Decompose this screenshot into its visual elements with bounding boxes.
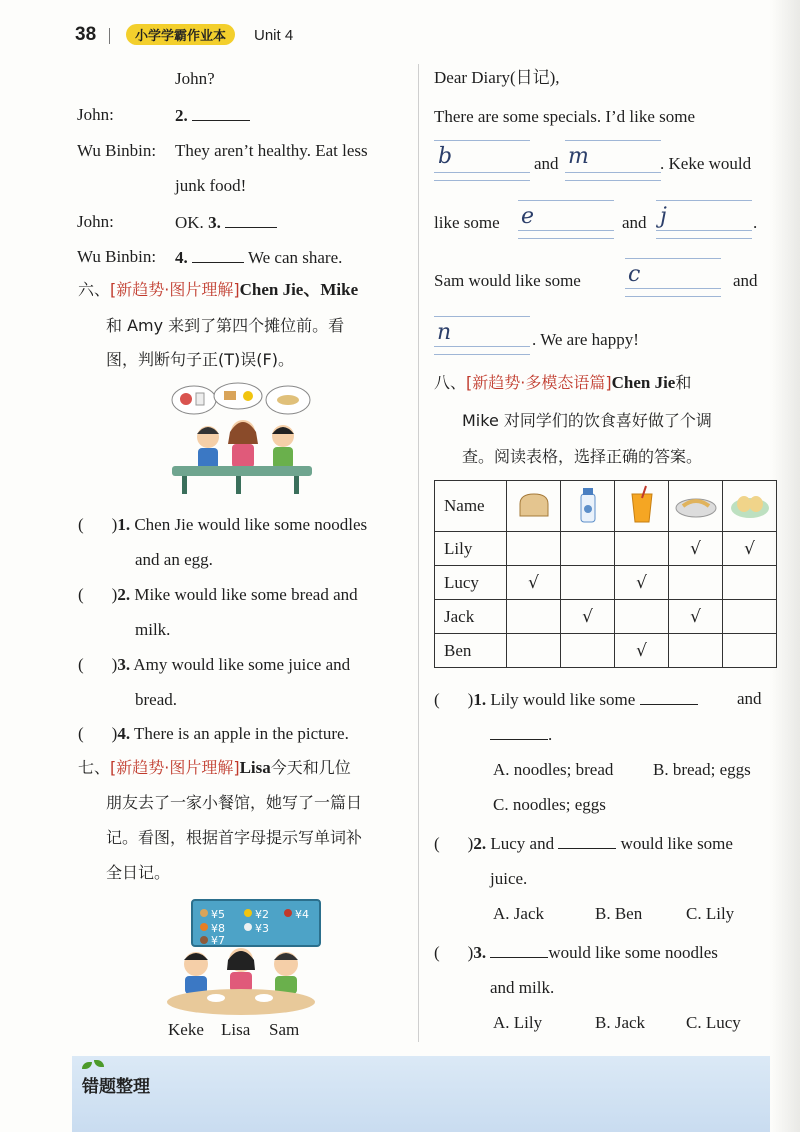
dialogue-blank-2: 2. xyxy=(175,104,250,127)
mc-question-2: ( )2. Lucy and would like some xyxy=(434,834,733,853)
menu-price: ¥5 xyxy=(211,908,225,921)
handwriting-blank[interactable] xyxy=(565,172,661,173)
speaker-john: John: xyxy=(77,212,114,231)
check-cell: √ xyxy=(615,566,669,600)
handwriting-blank[interactable] xyxy=(434,172,530,173)
check-cell xyxy=(669,634,723,668)
book-title-badge: 小学学霸作业本 xyxy=(126,24,235,45)
check-cell xyxy=(507,634,561,668)
option-a[interactable]: A. Lily xyxy=(493,1013,543,1032)
check-cell: √ xyxy=(615,634,669,668)
answer-blank[interactable] xyxy=(192,246,244,263)
check-cell: √ xyxy=(669,600,723,634)
menu-price: ¥7 xyxy=(211,934,225,947)
restaurant-illustration xyxy=(156,898,326,1016)
answer-blank[interactable] xyxy=(640,688,698,705)
menu-price: ¥8 xyxy=(211,922,225,935)
name-sam: Sam xyxy=(269,1020,300,1039)
error-notes-label: 错题整理 xyxy=(82,1077,150,1097)
error-notes-area xyxy=(72,1056,770,1132)
check-cell: √ xyxy=(507,566,561,600)
check-cell xyxy=(615,532,669,566)
juice-icon xyxy=(615,481,669,532)
menu-price: ¥2 xyxy=(255,908,269,921)
check-cell xyxy=(669,566,723,600)
name-keke: Keke xyxy=(168,1020,204,1039)
dialogue-blank-4: 4. We can share. xyxy=(175,248,343,267)
column-divider xyxy=(418,64,419,1042)
handwritten-letter-b: b xyxy=(438,144,453,169)
eggs-icon xyxy=(723,481,777,532)
check-cell xyxy=(507,600,561,634)
section7-instructions: 全日记。 xyxy=(106,863,171,882)
section8-heading: 八、[新趋势·多模态语篇]Chen Jie和 xyxy=(434,373,692,392)
food-preference-table xyxy=(434,480,777,668)
table-row xyxy=(435,600,777,634)
mc-question-1-cont: . xyxy=(490,723,552,746)
check-cell: √ xyxy=(669,532,723,566)
mc-question-1-and: and xyxy=(737,689,762,708)
menu-milk-icon xyxy=(244,923,252,931)
answer-blank[interactable] xyxy=(490,941,548,958)
menu-noodles-icon xyxy=(200,923,208,931)
speaker-wubinbin: Wu Binbin: xyxy=(77,141,157,160)
handwritten-letter-m: m xyxy=(568,144,589,169)
answer-blank[interactable] xyxy=(558,832,616,849)
option-c[interactable]: C. Lucy xyxy=(686,1013,741,1032)
header-separator xyxy=(109,28,110,44)
mc-question-3: ( )3. would like some noodles xyxy=(434,943,718,962)
option-c[interactable]: C. Lily xyxy=(686,904,735,923)
handwriting-blank[interactable] xyxy=(434,346,530,347)
section6-instructions: 和 Amy 来到了第四个摊位前。看 xyxy=(106,316,345,335)
diary-keke-would: . Keke would xyxy=(660,154,752,173)
unit-label: Unit 4 xyxy=(254,27,294,44)
tf-item-1: ( )1. Chen Jie would like some noodles xyxy=(78,515,368,534)
menu-egg-icon xyxy=(244,909,252,917)
tf-item-3: ( )3. Amy would like some juice and xyxy=(78,655,351,674)
mc-question-3-cont: and milk. xyxy=(490,978,555,997)
noodles-icon xyxy=(669,481,723,532)
check-cell: √ xyxy=(561,600,615,634)
answer-blank[interactable] xyxy=(490,723,548,740)
check-cell xyxy=(723,634,777,668)
table-row xyxy=(435,532,777,566)
check-cell xyxy=(723,566,777,600)
dialogue-text: They aren’t healthy. Eat less xyxy=(175,141,368,160)
diary-and: and xyxy=(733,271,758,290)
diary-happy: . We are happy! xyxy=(532,330,639,349)
check-cell xyxy=(561,532,615,566)
table-row xyxy=(435,566,777,600)
check-cell: √ xyxy=(723,532,777,566)
menu-juice-icon xyxy=(284,909,292,917)
mc-question-2-cont: juice. xyxy=(490,869,528,888)
row-name: Jack xyxy=(435,600,507,634)
row-name: Ben xyxy=(435,634,507,668)
option-b[interactable]: B. bread; eggs xyxy=(653,760,751,779)
dialogue-line0: John? xyxy=(175,69,215,88)
table-header-name: Name xyxy=(435,481,507,532)
diary-sam-would: Sam would like some xyxy=(434,271,581,290)
handwriting-blank[interactable] xyxy=(518,230,614,231)
children-at-table-illustration xyxy=(166,382,316,498)
speaker-john: John: xyxy=(77,105,114,124)
answer-blank[interactable] xyxy=(225,211,277,228)
check-cell xyxy=(723,600,777,634)
option-a[interactable]: A. noodles; bread xyxy=(493,760,614,779)
section6-instructions: 图，判断句子正(T)误(F)。 xyxy=(106,350,294,369)
answer-blank[interactable] xyxy=(192,104,250,121)
handwritten-letter-j: j xyxy=(660,204,667,229)
dialogue-text-cont: junk food! xyxy=(175,176,247,195)
diary-and: and xyxy=(534,154,559,173)
handwriting-blank[interactable] xyxy=(625,288,721,289)
diary-period: . xyxy=(753,213,758,232)
dialogue-blank-3: OK. 3. xyxy=(175,211,277,234)
option-a[interactable]: A. Jack xyxy=(493,904,544,923)
speaker-wubinbin: Wu Binbin: xyxy=(77,247,157,266)
menu-rice-icon xyxy=(200,936,208,944)
bread-icon xyxy=(507,481,561,532)
menu-price: ¥4 xyxy=(295,908,309,921)
diary-like-some: like some xyxy=(434,213,500,232)
section7-instructions: 朋友去了一家小餐馆，她写了一篇日 xyxy=(106,793,363,812)
handwritten-letter-n: n xyxy=(437,320,452,345)
option-b[interactable]: B. Jack xyxy=(595,1013,646,1032)
handwriting-blank[interactable] xyxy=(656,230,752,231)
diary-greeting: Dear Diary(日记), xyxy=(434,68,560,87)
section7-instructions: 记。看图，根据首字母提示写单词补 xyxy=(106,828,363,847)
handwritten-letter-c: c xyxy=(628,262,641,287)
tf-item-3-cont: bread. xyxy=(135,690,178,709)
diary-line1: There are some specials. I’d like some xyxy=(434,107,696,126)
check-cell xyxy=(507,532,561,566)
tf-item-4: ( )4. There is an apple in the picture. xyxy=(78,724,349,743)
handwritten-letter-e: e xyxy=(521,204,535,229)
name-lisa: Lisa xyxy=(221,1020,251,1039)
check-cell xyxy=(561,634,615,668)
tf-item-1-cont: and an egg. xyxy=(135,550,213,569)
mc-question-1: ( )1. Lily would like some xyxy=(434,688,698,711)
tf-item-2: ( )2. Mike would like some bread and xyxy=(78,585,358,604)
option-b[interactable]: B. Ben xyxy=(595,904,643,923)
check-cell xyxy=(615,600,669,634)
row-name: Lucy xyxy=(435,566,507,600)
milk-icon xyxy=(561,481,615,532)
section7-heading: 七、[新趋势·图片理解]Lisa今天和几位 xyxy=(78,758,351,777)
menu-price: ¥3 xyxy=(255,922,269,935)
section8-instructions: 查。阅读表格，选择正确的答案。 xyxy=(462,447,703,466)
menu-bread-icon xyxy=(200,909,208,917)
row-name: Lily xyxy=(435,532,507,566)
check-cell xyxy=(561,566,615,600)
section8-instructions: Mike 对同学们的饮食喜好做了个调 xyxy=(462,411,712,430)
section6-heading: 六、[新趋势·图片理解]Chen Jie、Mike xyxy=(78,280,359,299)
tf-item-2-cont: milk. xyxy=(135,620,171,639)
diary-and: and xyxy=(622,213,647,232)
page-number: 38 xyxy=(75,24,97,45)
option-c[interactable]: C. noodles; eggs xyxy=(493,795,606,814)
table-row xyxy=(435,634,777,668)
